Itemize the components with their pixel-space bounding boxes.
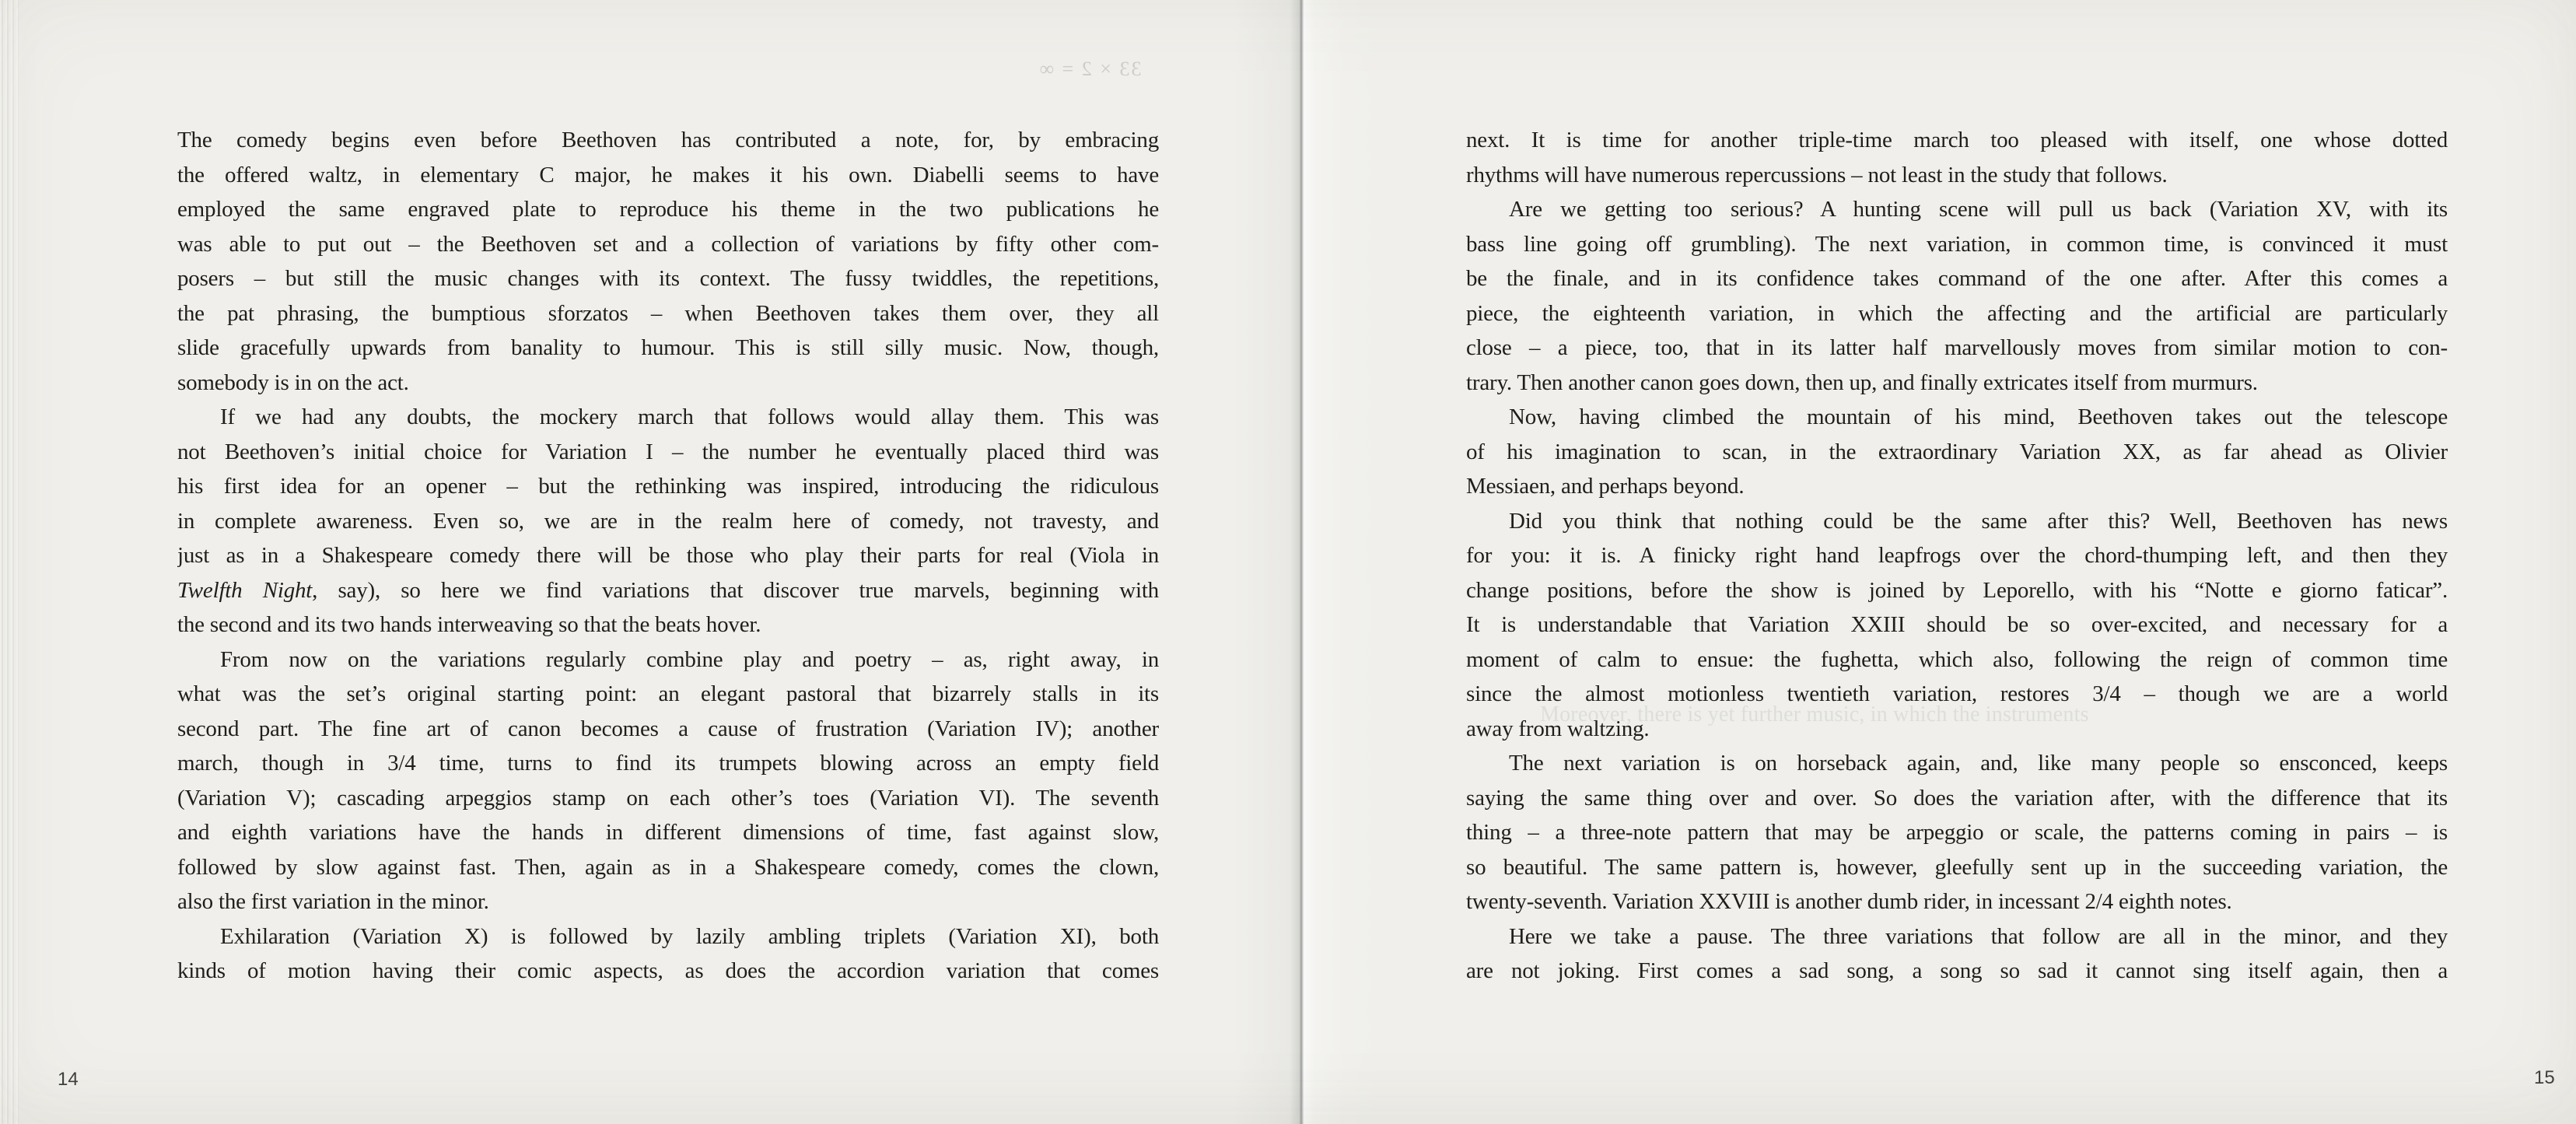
gutter-crease — [1234, 0, 1381, 1124]
paragraph — [1466, 746, 2448, 919]
text-line: If we had any doubts, the mockery march that follows would allay them. This was — [220, 404, 1159, 429]
show-through-text-line: Moreover, there is yet further music, in which the instruments — [1540, 702, 2089, 727]
text-line: posers – but still the music changes with its context. The fussy twiddles, the repetitions, — [177, 266, 1159, 291]
page-number-left: 14 — [58, 1069, 79, 1090]
text-line: his first idea for an opener – but the rethinking was inspired, introducing the ridiculous — [177, 474, 1159, 499]
paragraph — [1466, 192, 2448, 400]
text-line: just as in a Shakespeare comedy there will be those who play their parts for real (Viola in — [177, 543, 1159, 568]
text-line: saying the same thing over and over. So does the variation after, with the difference that its — [1466, 785, 2448, 811]
text-line: The next variation is on horseback again, and, like many people so ensconced, keeps — [1509, 751, 2448, 776]
text-line: trary. Then another canon goes down, then up, and finally extricates itself from murmurs. — [1466, 369, 2258, 395]
text-line: Here we take a pause. The three variations that follow are all in the minor, and they — [1509, 923, 2448, 949]
text-line: It is understandable that Variation XXIII should be so over-excited, and necessary for a — [1466, 612, 2448, 637]
text-line: Messiaen, and perhaps beyond. — [1466, 474, 1745, 499]
text-line: be the finale, and in its confidence takes command of the one after. After this comes a — [1466, 266, 2448, 291]
paragraph — [1466, 123, 2448, 192]
text-line: away from waltzing. — [1466, 716, 1650, 741]
left-page-text-block — [177, 123, 1159, 989]
text-line: thing – a three-note pattern that may be arpeggio or scale, the patterns coming in pairs – is — [1466, 820, 2448, 845]
stacked-page-edges — [0, 0, 19, 1124]
text-line: slide gracefully upwards from banality to humour. This is still silly music. Now, though, — [177, 335, 1159, 360]
text-line: bass line going off grumbling). The next variation, in common time, is convinced it must — [1466, 231, 2448, 257]
page-number-right: 15 — [2534, 1067, 2555, 1088]
text-line: are not joking. First comes a sad song, a song so sad it cannot sing itself again, then a — [1466, 958, 2448, 983]
text-line: close – a piece, too, that in its latter half marvellously moves from similar motion to con- — [1466, 335, 2448, 360]
paragraph — [1466, 504, 2448, 747]
text-line: so beautiful. The same pattern is, however, gleefully sent up in the succeeding variation, the — [1466, 854, 2448, 880]
text-line: was able to put out – the Beethoven set and a collection of variations by fifty other com- — [177, 231, 1159, 257]
text-line: moment of calm to ensue: the fughetta, which also, following the reign of common time — [1466, 646, 2448, 672]
paragraph — [177, 123, 1159, 400]
text-line: followed by slow against fast. Then, again as in a Shakespeare comedy, comes the clown, — [177, 854, 1159, 880]
text-line: for you: it is. A finicky right hand leapfrogs over the chord-thumping left, and then they — [1466, 543, 2448, 568]
text-line: since the almost motionless twentieth variation, restores 3/4 – though we are a world — [1466, 681, 2448, 706]
paragraph — [177, 919, 1159, 989]
text-line: Now, having climbed the mountain of his mind, Beethoven takes out the telescope — [1509, 404, 2448, 429]
text-line: and eighth variations have the hands in different dimensions of time, fast against slow, — [177, 820, 1159, 845]
text-line: (Variation V); cascading arpeggios stamp on each other’s toes (Variation VI). The seventh — [177, 785, 1159, 811]
text-line: Twelfth Night, say), so here we find variations that discover true marvels, beginning with — [177, 577, 1159, 603]
right-page-text-block — [1466, 123, 2448, 989]
text-line: of his imagination to scan, in the extraordinary Variation XX, as far ahead as Olivier — [1466, 439, 2448, 464]
show-through-chapter-title: 33 × 2 = ∞ — [1038, 58, 1142, 80]
text-line: next. It is time for another triple-time march too pleased with itself, one whose dotted — [1466, 128, 2448, 152]
paragraph — [177, 643, 1159, 919]
text-line: Are we getting too serious? A hunting scene will pull us back (Variation XV, with its — [1509, 197, 2448, 222]
text-line: the second and its two hands interweaving so that the beats hover. — [177, 612, 761, 637]
text-line: what was the set’s original starting point: an elegant pastoral that bizarrely stalls in its — [177, 681, 1159, 706]
text-line: Did you think that nothing could be the same after this? Well, Beethoven has news — [1509, 508, 2448, 534]
text-line: the offered waltz, in elementary C major, he makes it his own. Diabelli seems to have — [177, 162, 1159, 187]
text-line: also the first variation in the minor. — [177, 889, 489, 914]
text-line: twenty-seventh. Variation XXVIII is another dumb rider, in incessant 2/4 eighth notes. — [1466, 889, 2232, 914]
text-line: march, though in 3/4 time, turns to find its trumpets blowing across an empty field — [177, 751, 1159, 776]
text-line: second part. The fine art of canon becomes a cause of frustration (Variation IV); another — [177, 716, 1159, 741]
text-line: The comedy begins even before Beethoven has contributed a note, for, by embracing — [177, 128, 1159, 152]
paragraph — [177, 400, 1159, 643]
paragraph — [1466, 400, 2448, 504]
text-line: employed the same engraved plate to reproduce his theme in the two publications he — [177, 197, 1159, 222]
text-line: change positions, before the show is joined by Leporello, with his “Notte e giorno faticar”. — [1466, 577, 2448, 603]
text-line: Exhilaration (Variation X) is followed by lazily ambling triplets (Variation XI), both — [220, 923, 1159, 949]
text-line: somebody is in on the act. — [177, 369, 409, 395]
text-line: From now on the variations regularly combine play and poetry – as, right away, in — [220, 646, 1159, 672]
text-line: rhythms will have numerous repercussions – not least in the study that follows. — [1466, 162, 2168, 187]
text-line: not Beethoven’s initial choice for Variation I – the number he eventually placed third was — [177, 439, 1159, 464]
text-line: the pat phrasing, the bumptious sforzatos – when Beethoven takes them over, they all — [177, 300, 1159, 326]
paragraph — [1466, 919, 2448, 989]
text-line: kinds of motion having their comic aspects, as does the accordion variation that comes — [177, 958, 1159, 983]
text-line: in complete awareness. Even so, we are in the realm here of comedy, not travesty, and — [177, 508, 1159, 534]
text-line: piece, the eighteenth variation, in which the affecting and the artificial are particularly — [1466, 300, 2448, 326]
